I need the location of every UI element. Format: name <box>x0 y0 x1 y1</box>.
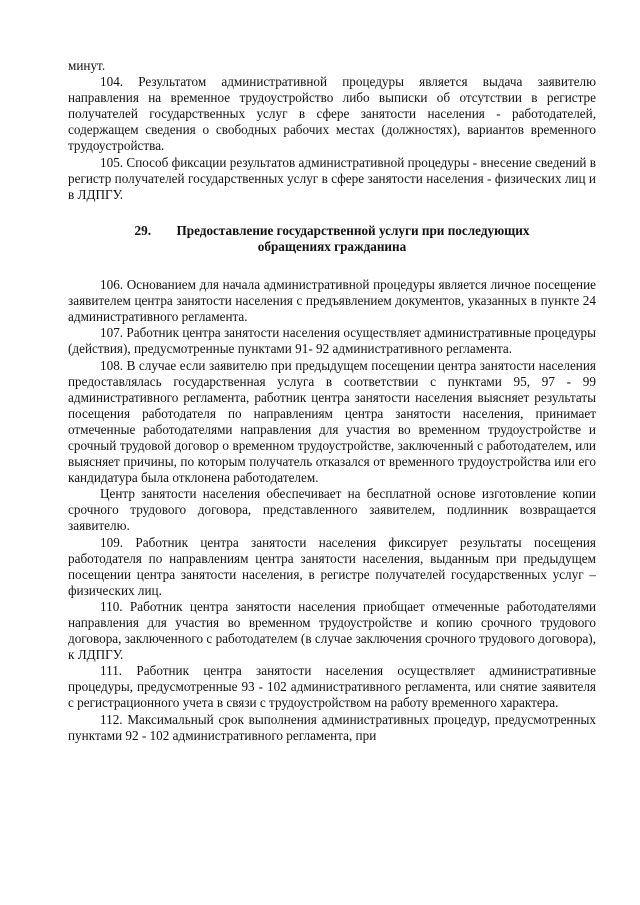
paragraph-111: 111. Работник центра занятости населения осуществляет административные процедуры, предусмотренные 93 - 102 административного регламента, или снятие заявителя с регистрационного учета в связи с трудоустройством на работу временного характера. <box>68 663 596 711</box>
section-title-line2: обращениях гражданина <box>257 238 407 254</box>
top-fragment: минут. <box>68 58 106 73</box>
paragraph-105: 105. Способ фиксации результатов административной процедуры - внесение сведений в регистр получателей государственных услуг в сфере занятости населения - физических лиц и в ЛДПГУ. <box>68 154 596 202</box>
paragraph-106: 106. Основанием для начала административной процедуры является личное посещение заявителем центра занятости населения с предъявлением документов, указанных в пункте 24 административного регламента. <box>68 277 596 325</box>
paragraph-108: 108. В случае если заявителю при предыдущем посещении центра занятости населения предоставлялась государственная услуга в соответствии с пунктами 95, 97 - 99 административного регламента, работник центра занятости населения выясняет результаты посещения работодателя по направлениям центра занятости населения, принимает отмеченные работодателями направления для участия во временном трудоустройстве и срочный трудовой договор о временном трудоустройстве, заключенный с работодателем, или выясняет причины, по которым получатель отказался от временного трудоустройства или его кандидатура была отклонена работодателем. <box>68 357 596 486</box>
paragraph-109: 109. Работник центра занятости населения фиксирует результаты посещения работодателя по направлениям центра занятости населения, выданным при предыдущем посещении центра занятости населения, в регистре получателей государственных услуг –физических лиц. <box>68 534 596 598</box>
section-number: 29. <box>134 222 151 238</box>
section-title-line1: Предоставление государственной услуги при последующих <box>176 222 530 238</box>
section-heading <box>68 223 596 255</box>
paragraph-112: 112. Максимальный срок выполнения административных процедур, предусмотренных пунктами 92 - 102 административного регламента, при <box>68 711 596 743</box>
paragraph-107: 107. Работник центра занятости населения осуществляет административные процедуры (действия), предусмотренные пунктами 91- 92 административного регламента. <box>68 325 596 357</box>
paragraph-104: 104. Результатом административной процедуры является выдача заявителю направления на временное трудоустройство либо выписки об отсутствии в регистре получателей государственных услуг в сфере занятости населения - работодателей, содержащем сведения о свободных рабочих местах (должностях), вариантов временного трудоустройства. <box>68 74 596 154</box>
paragraph-center-note: Центр занятости населения обеспечивает на бесплатной основе изготовление копии срочного трудового договора, представленного заявителем, подлинник возвращается заявителю. <box>68 486 596 534</box>
paragraph-110: 110. Работник центра занятости населения приобщает отмеченные работодателями направления для участия во временном трудоустройстве и копию срочного трудового договора, заключенного с работодателем (в случае заключения срочного трудового договора), к ЛДПГУ. <box>68 598 596 663</box>
document-page <box>68 58 596 744</box>
